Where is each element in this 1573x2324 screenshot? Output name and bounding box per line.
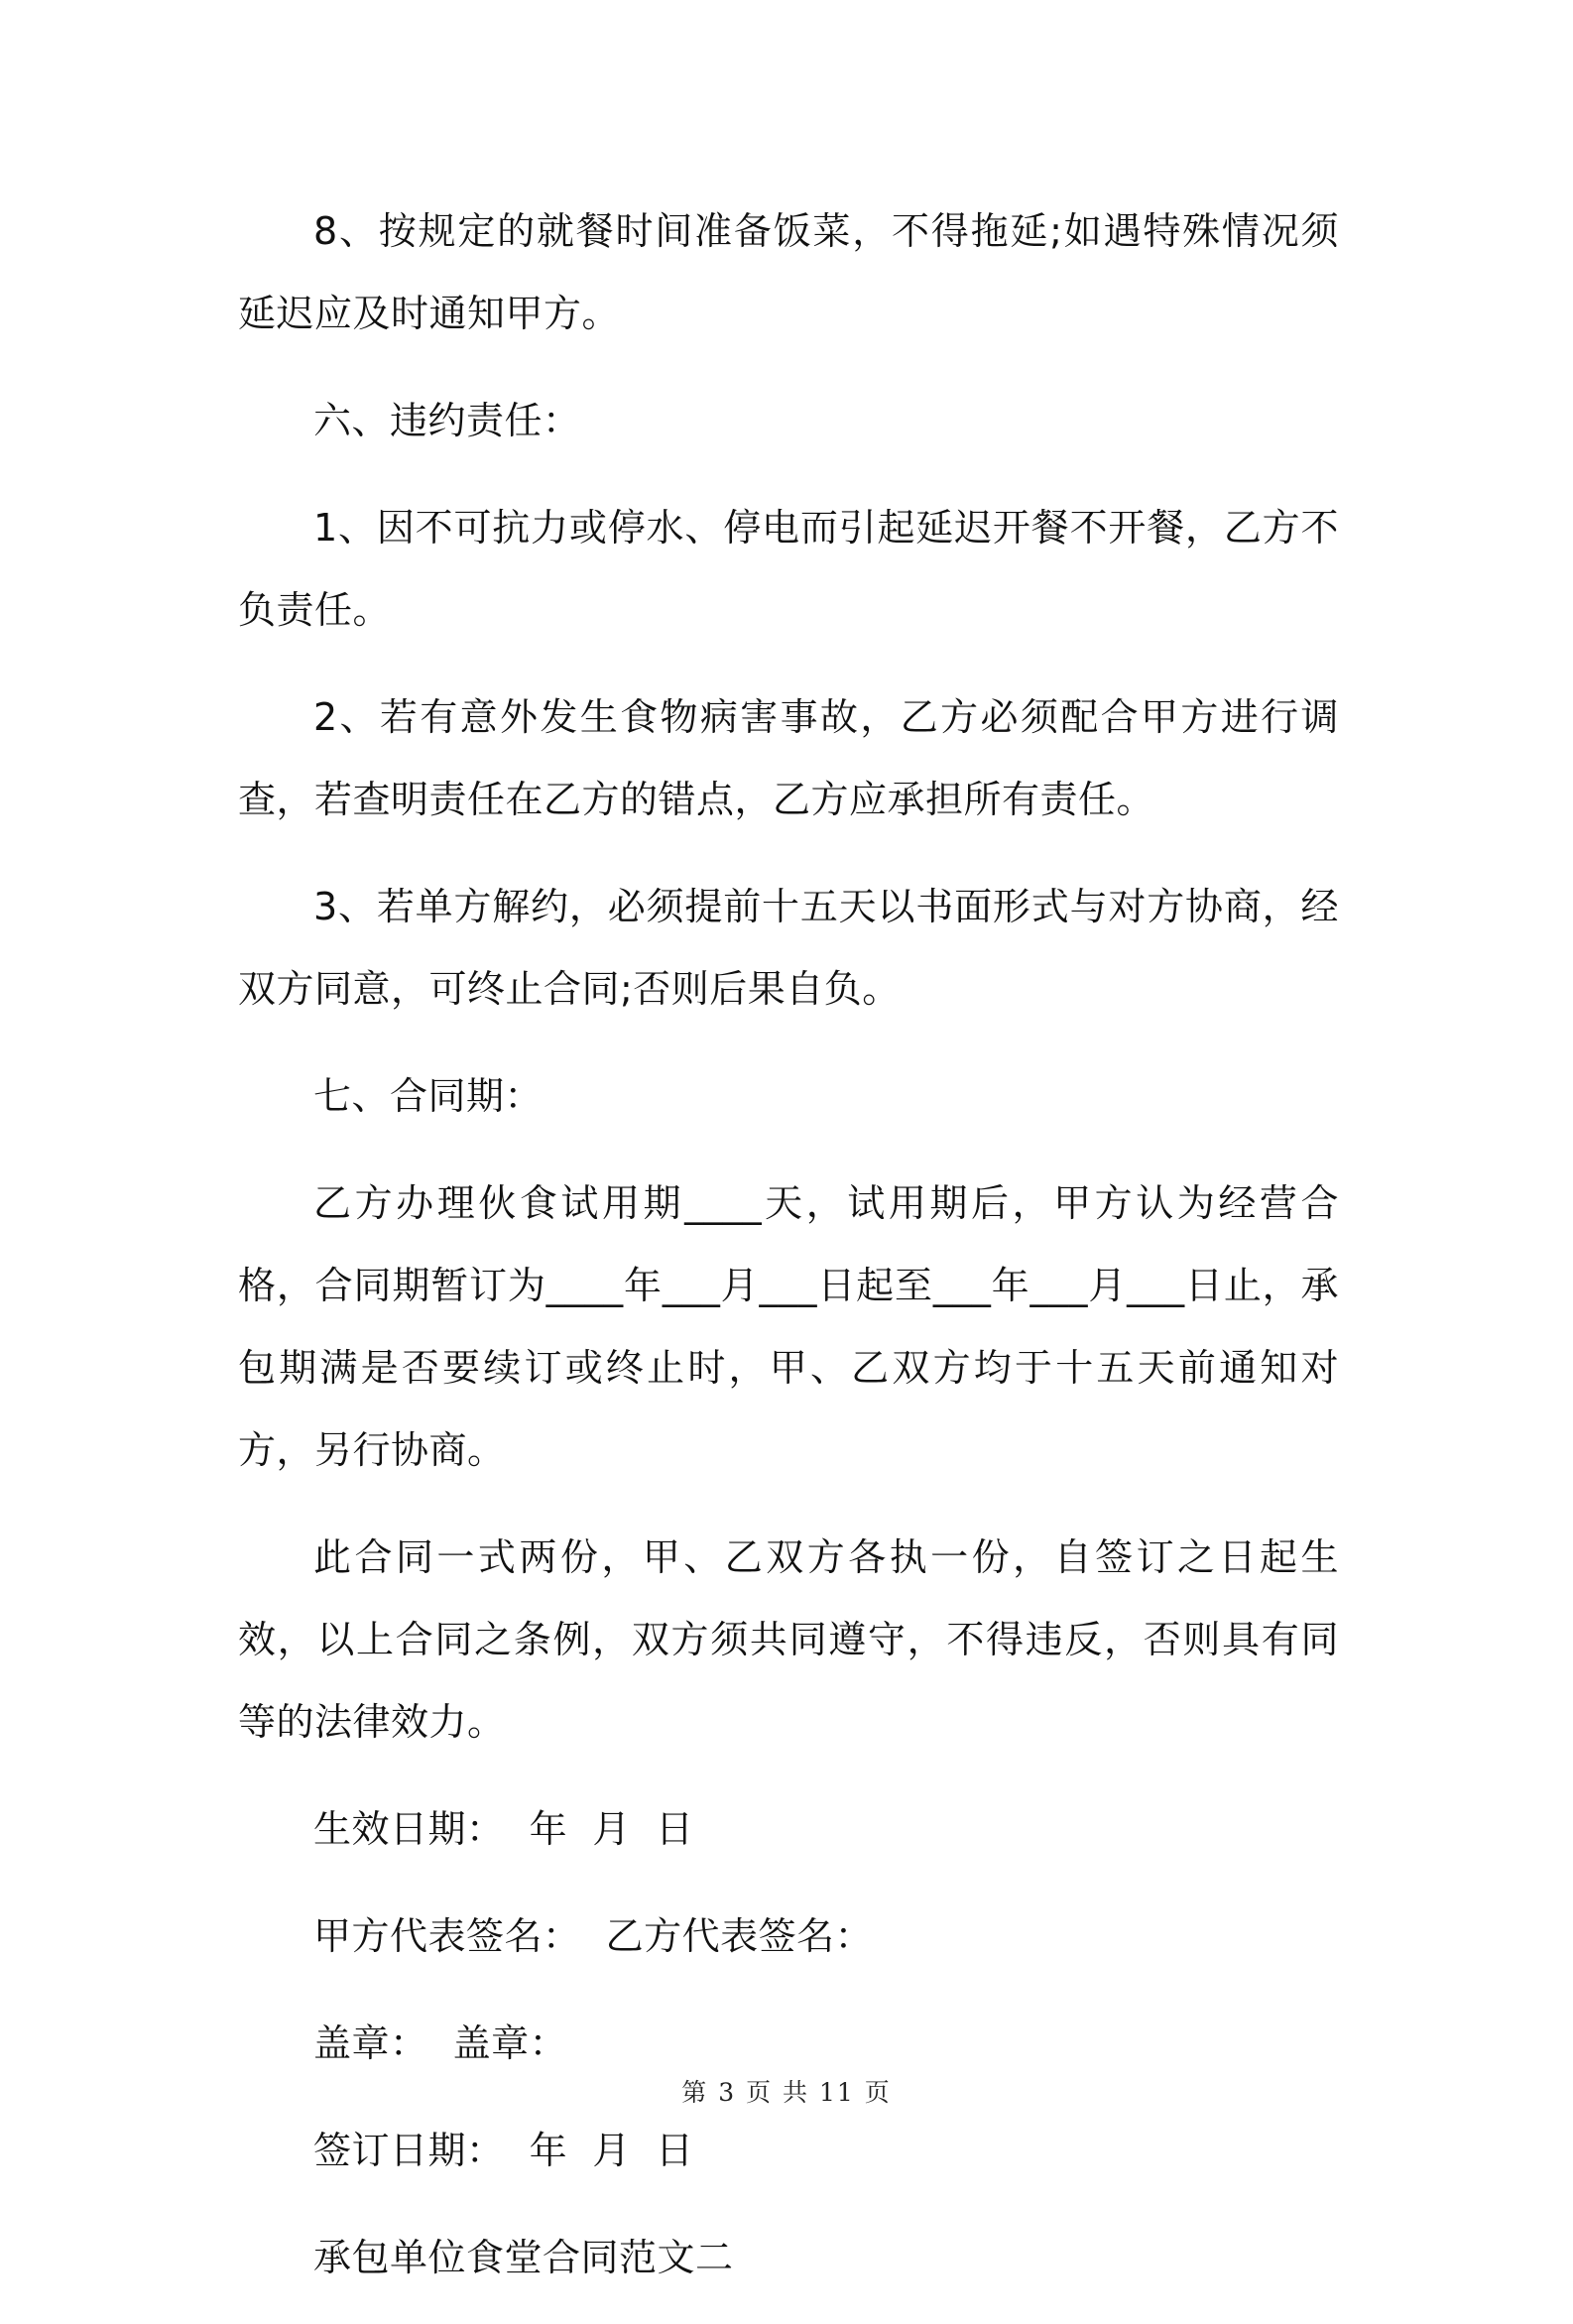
clause-breach-2: 2、若有意外发生食物病害事故，乙方必须配合甲方进行调查，若查明责任在乙方的错点，乙方应承担所有责任。: [238, 695, 1339, 821]
seal-line: 盖章： 盖章：: [313, 2021, 568, 2065]
signature-line: 甲方代表签名： 乙方代表签名：: [313, 1914, 874, 1958]
document-body: [238, 190, 1339, 2324]
signing-date-line: 签订日期： 年 月 日: [313, 2129, 694, 2172]
copies-validity-paragraph: 此合同一式两份，甲、乙双方各执一份，自签订之日起生效，以上合同之条例，双方须共同遵守，不得违反，否则具有同等的法律效力。: [238, 1535, 1339, 1744]
section-heading-breach-liability: 六、违约责任：: [313, 399, 581, 442]
clause-8: 8、按规定的就餐时间准备饭菜，不得拖延;如遇特殊情况须延迟应及时通知甲方。: [238, 209, 1339, 335]
page-number-footer: 第 3 页 共 11 页: [681, 2078, 892, 2107]
next-section-title: 承包单位食堂合同范文二: [313, 2236, 734, 2279]
clause-breach-1: 1、因不可抗力或停水、停电而引起延迟开餐不开餐，乙方不负责任。: [238, 506, 1339, 632]
effective-date-line: 生效日期： 年 月 日: [313, 1807, 694, 1851]
section-heading-contract-term: 七、合同期：: [313, 1074, 544, 1118]
clause-breach-3: 3、若单方解约，必须提前十五天以书面形式与对方协商，经双方同意，可终止合同;否则后果自负。: [238, 885, 1339, 1011]
contract-term-paragraph: 乙方办理伙食试用期____天，试用期后，甲方认为经营合格，合同期暂订为____年___月___日起至___年___月___日止，承包期满是否要续订或终止时，甲、乙双方均于十五天前通知对方，另行协商。: [238, 1181, 1339, 1472]
